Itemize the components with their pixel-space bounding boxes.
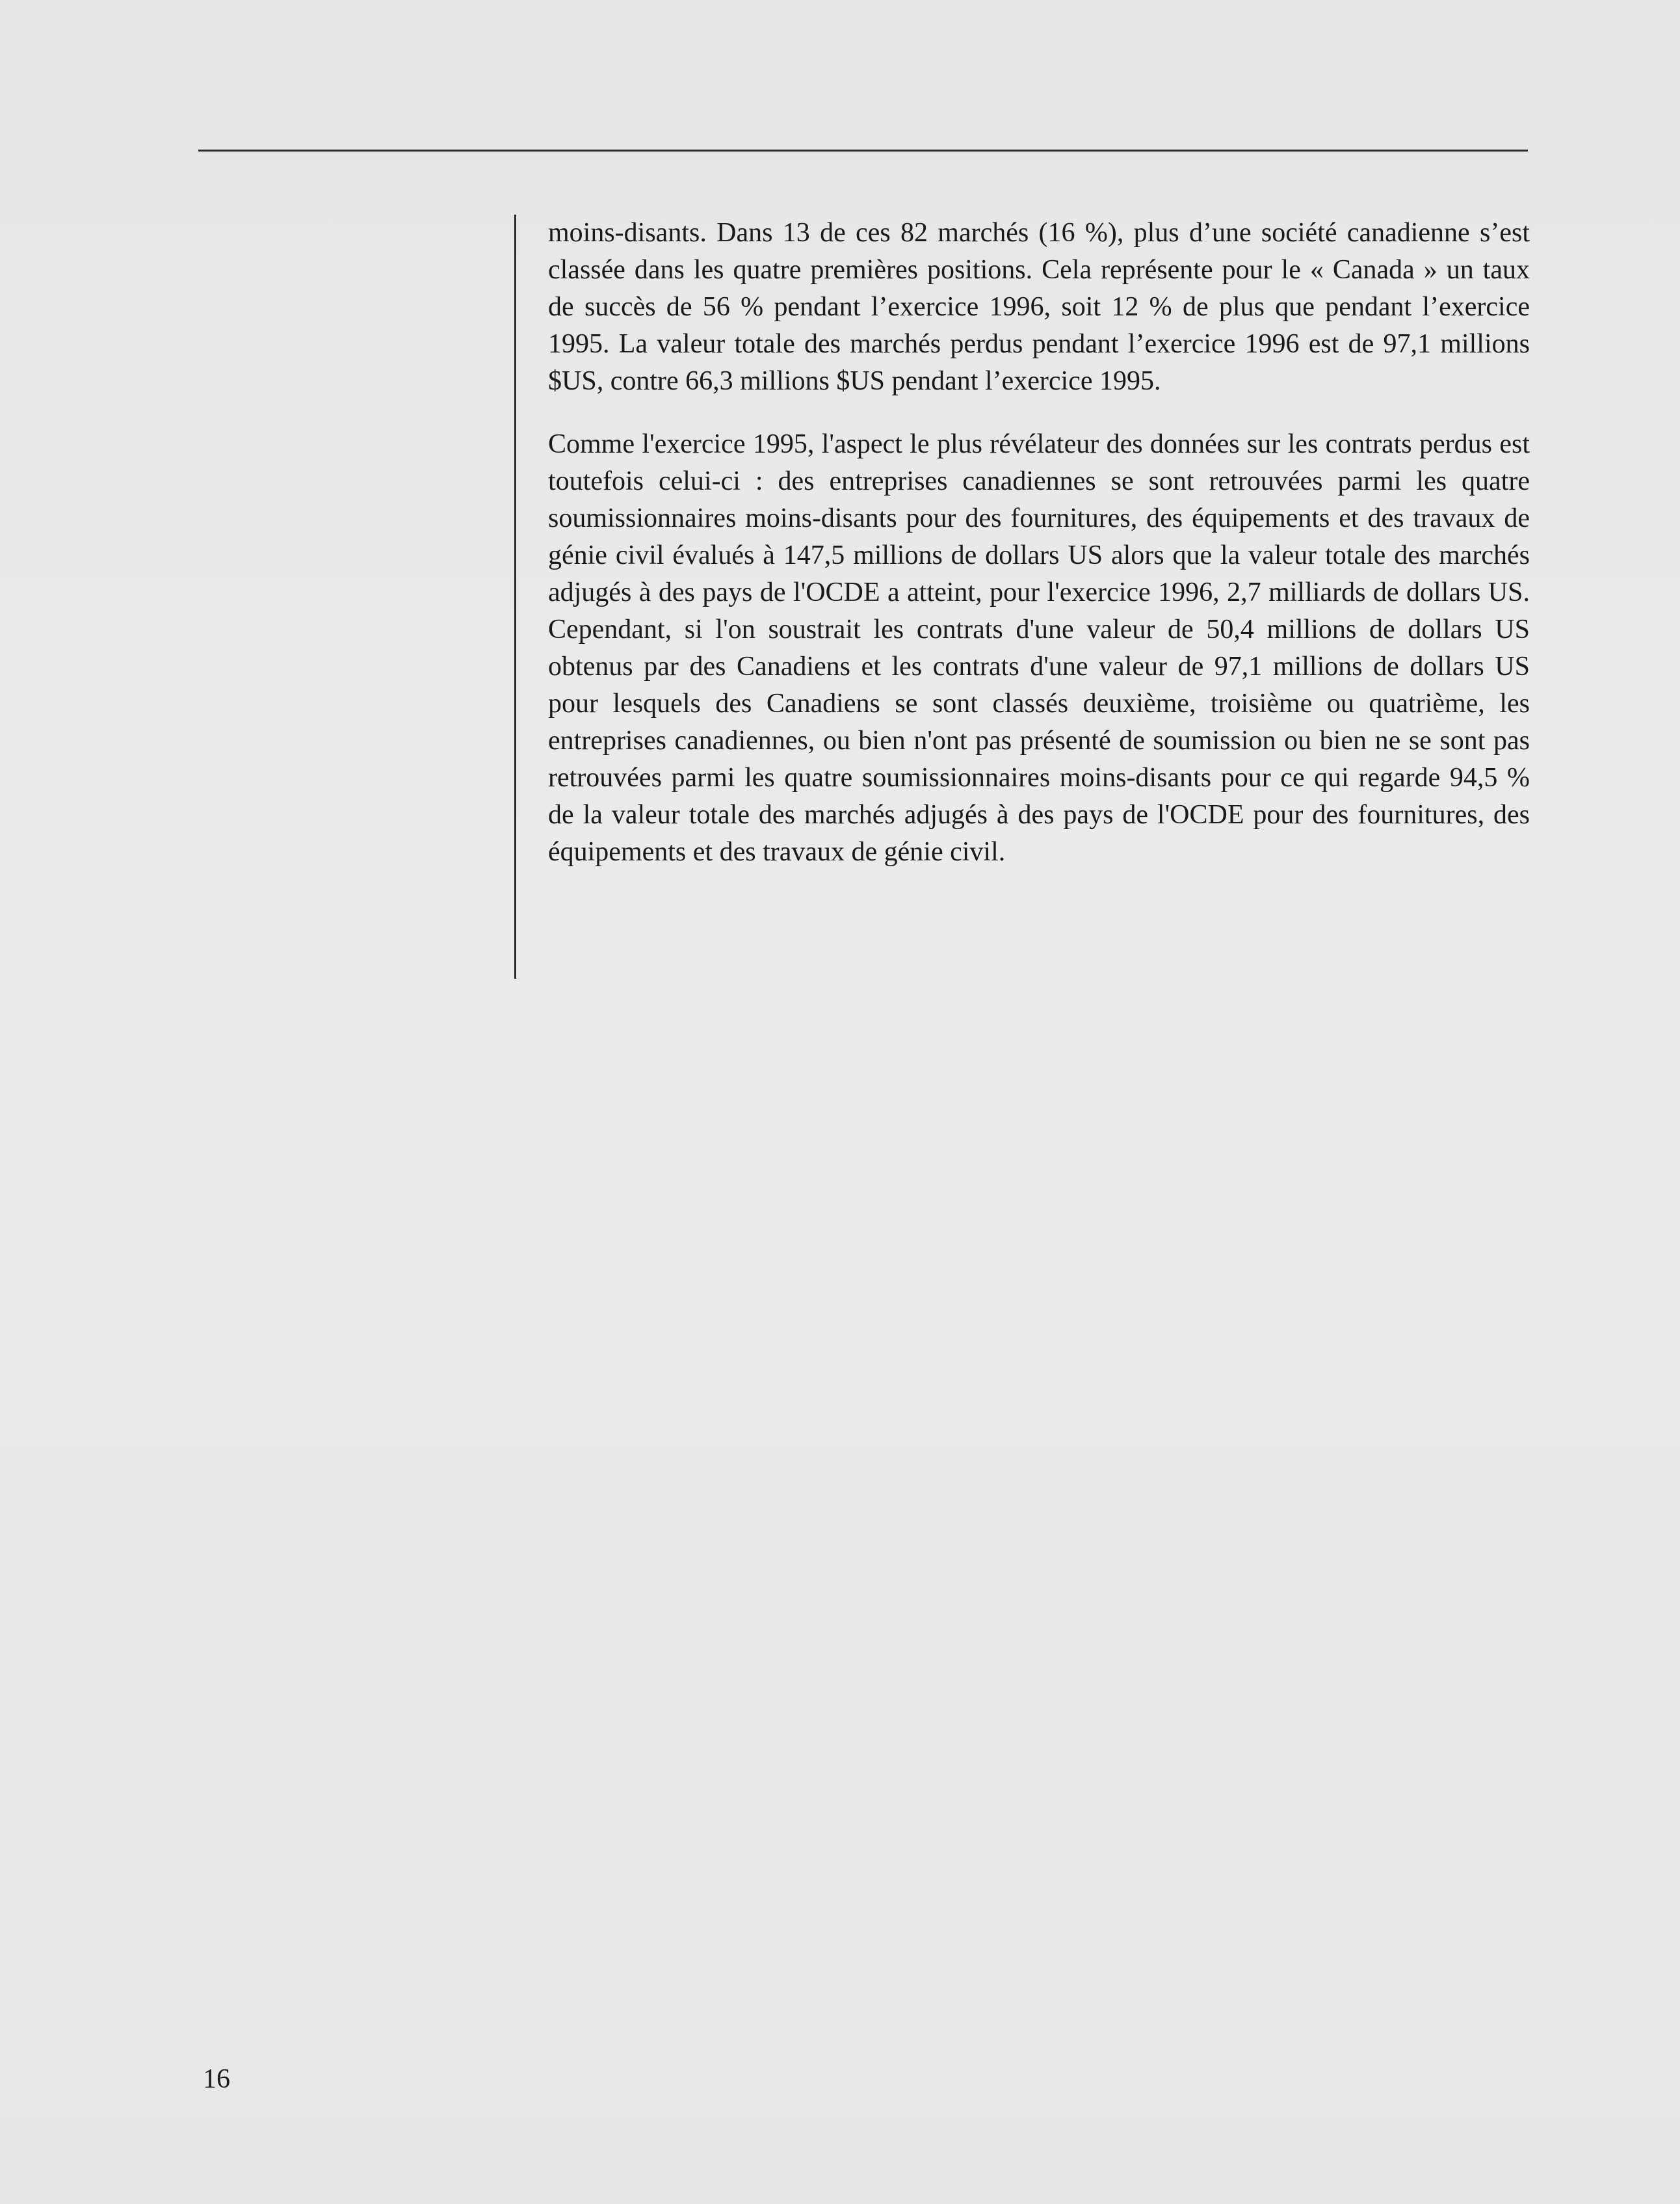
- page-number: 16: [203, 2064, 230, 2094]
- paragraph-2: Comme l'exercice 1995, l'aspect le plus révélateur des données sur les contrats perdus est toutefois celui-ci : des entreprises canadiennes se sont retrouvées parmi les quatre soumissionnaires moins-disants pour des fournitures, des équipements et des travaux de génie civil évalués à 147,5 millions de dollars US alors que la valeur totale des marchés adjugés à des pays de l'OCDE a atteint, pour l'exercice 1996, 2,7 milliards de dollars US. Cependant, si l'on soustrait les contrats d'une valeur de 50,4 millions de dollars US obtenus par des Canadiens et les contrats d'une valeur de 97,1 millions de dollars US pour lesquels des Canadiens se sont classés deuxième, troisième ou quatrième, les entreprises canadiennes, ou bien n'ont pas présenté de soumission ou bien ne se sont pas retrouvées parmi les quatre soumissionnaires moins-disants pour ce qui regarde 94,5 % de la valeur totale des marchés adjugés à des pays de l'OCDE pour des fournitures, des équipements et des travaux de génie civil.: [548, 429, 1530, 867]
- body-text: [548, 215, 1530, 897]
- header-rule: [198, 150, 1528, 152]
- margin-rule: [514, 215, 516, 979]
- paragraph-1: moins-disants. Dans 13 de ces 82 marchés (16 %), plus d’une société canadienne s’est classée dans les quatre premières positions. Cela représente pour le « Canada » un taux de succès de 56 % pendant l’exercice 1996, soit 12 % de plus que pendant l’exercice 1995. La valeur totale des marchés perdus pendant l’exercice 1996 est de 97,1 millions $US, contre 66,3 millions $US pendant l’exercice 1995.: [548, 218, 1530, 396]
